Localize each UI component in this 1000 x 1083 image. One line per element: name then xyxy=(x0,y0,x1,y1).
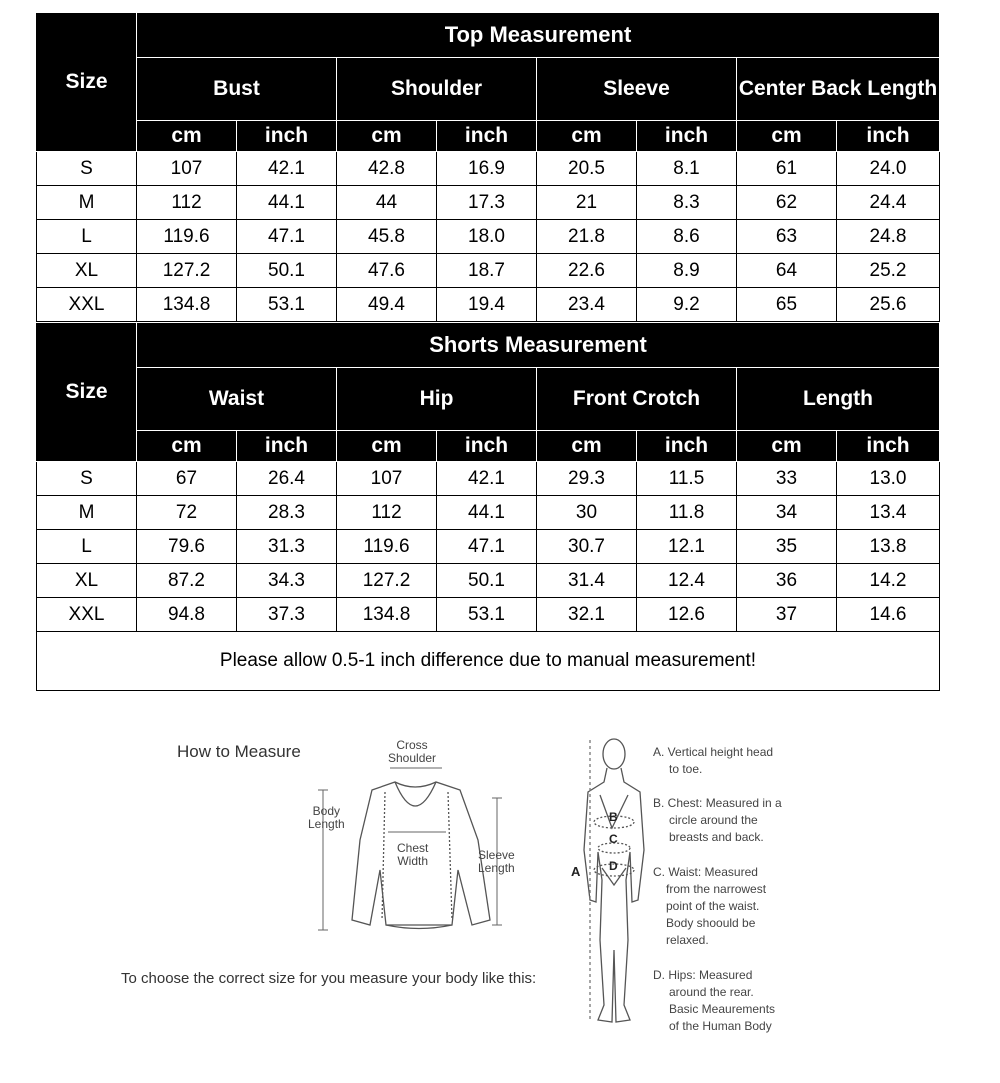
unit-cm: cm xyxy=(537,431,637,462)
unit-cm: cm xyxy=(737,121,837,152)
unit-inch: inch xyxy=(837,431,940,462)
unit-inch: inch xyxy=(437,431,537,462)
value-cell: 30.7 xyxy=(537,530,637,564)
value-cell: 42.1 xyxy=(237,152,337,186)
value-cell: 112 xyxy=(137,186,237,220)
value-cell: 8.9 xyxy=(637,254,737,288)
table-row xyxy=(37,564,940,598)
value-cell: 12.4 xyxy=(637,564,737,598)
body-length-label: Body Length xyxy=(308,804,345,831)
size-cell: XXL xyxy=(37,288,137,322)
value-cell: 8.1 xyxy=(637,152,737,186)
value-cell: 119.6 xyxy=(337,530,437,564)
size-cell: XL xyxy=(37,254,137,288)
unit-inch: inch xyxy=(637,431,737,462)
value-cell: 21.8 xyxy=(537,220,637,254)
measurement-note: Please allow 0.5-1 inch difference due to manual measurement! xyxy=(37,632,940,691)
unit-cm: cm xyxy=(137,431,237,462)
unit-cm: cm xyxy=(737,431,837,462)
group-header-length: Length xyxy=(737,368,940,431)
marker-a: A xyxy=(571,864,581,879)
value-cell: 64 xyxy=(737,254,837,288)
marker-b: B xyxy=(609,810,618,824)
table-row xyxy=(37,530,940,564)
value-cell: 12.6 xyxy=(637,598,737,632)
value-cell: 35 xyxy=(737,530,837,564)
body-figure-icon xyxy=(584,739,644,1022)
value-cell: 8.3 xyxy=(637,186,737,220)
value-cell: 42.8 xyxy=(337,152,437,186)
unit-inch: inch xyxy=(837,121,940,152)
value-cell: 87.2 xyxy=(137,564,237,598)
value-cell: 47.6 xyxy=(337,254,437,288)
chest-width-label: Chest Width xyxy=(397,841,429,868)
table-row xyxy=(37,220,940,254)
value-cell: 20.5 xyxy=(537,152,637,186)
value-cell: 13.4 xyxy=(837,496,940,530)
unit-inch: inch xyxy=(237,431,337,462)
unit-cm: cm xyxy=(337,431,437,462)
legend-d: D. Hips: Measured around the rear. Basic Meaurements of the Human Body xyxy=(653,968,776,1033)
value-cell: 16.9 xyxy=(437,152,537,186)
value-cell: 112 xyxy=(337,496,437,530)
measure-guide xyxy=(0,720,1000,1083)
value-cell: 53.1 xyxy=(237,288,337,322)
size-cell: M xyxy=(37,496,137,530)
value-cell: 134.8 xyxy=(337,598,437,632)
group-header-sleeve: Sleeve xyxy=(537,58,737,121)
group-header-hip: Hip xyxy=(337,368,537,431)
value-cell: 37 xyxy=(737,598,837,632)
size-cell: L xyxy=(37,530,137,564)
value-cell: 47.1 xyxy=(237,220,337,254)
value-cell: 18.0 xyxy=(437,220,537,254)
value-cell: 11.8 xyxy=(637,496,737,530)
value-cell: 31.4 xyxy=(537,564,637,598)
value-cell: 17.3 xyxy=(437,186,537,220)
group-header-front-crotch: Front Crotch xyxy=(537,368,737,431)
group-header-center-back-length: Center Back Length xyxy=(737,58,940,121)
table-row xyxy=(37,288,940,322)
value-cell: 79.6 xyxy=(137,530,237,564)
value-cell: 33 xyxy=(737,462,837,496)
table-row xyxy=(37,598,940,632)
value-cell: 29.3 xyxy=(537,462,637,496)
unit-cm: cm xyxy=(537,121,637,152)
value-cell: 34 xyxy=(737,496,837,530)
value-cell: 107 xyxy=(137,152,237,186)
garment-diagram xyxy=(0,720,1000,1083)
unit-inch: inch xyxy=(237,121,337,152)
value-cell: 14.2 xyxy=(837,564,940,598)
value-cell: 50.1 xyxy=(437,564,537,598)
unit-cm: cm xyxy=(337,121,437,152)
size-chart xyxy=(36,12,939,691)
value-cell: 23.4 xyxy=(537,288,637,322)
top-measurement-table xyxy=(36,12,940,322)
value-cell: 119.6 xyxy=(137,220,237,254)
value-cell: 63 xyxy=(737,220,837,254)
unit-inch: inch xyxy=(637,121,737,152)
group-header-bust: Bust xyxy=(137,58,337,121)
size-header: Size xyxy=(37,323,137,462)
value-cell: 18.7 xyxy=(437,254,537,288)
size-cell: S xyxy=(37,152,137,186)
value-cell: 9.2 xyxy=(637,288,737,322)
value-cell: 65 xyxy=(737,288,837,322)
size-cell: M xyxy=(37,186,137,220)
group-header-shoulder: Shoulder xyxy=(337,58,537,121)
unit-cm: cm xyxy=(137,121,237,152)
value-cell: 107 xyxy=(337,462,437,496)
value-cell: 26.4 xyxy=(237,462,337,496)
value-cell: 44.1 xyxy=(237,186,337,220)
value-cell: 45.8 xyxy=(337,220,437,254)
choose-size-text: To choose the correct size for you measure your body like this: xyxy=(121,970,537,987)
value-cell: 19.4 xyxy=(437,288,537,322)
value-cell: 47.1 xyxy=(437,530,537,564)
marker-c: C xyxy=(609,832,618,846)
value-cell: 24.8 xyxy=(837,220,940,254)
value-cell: 8.6 xyxy=(637,220,737,254)
how-to-measure-title: How to Measure xyxy=(177,742,301,761)
value-cell: 44 xyxy=(337,186,437,220)
size-cell: XL xyxy=(37,564,137,598)
value-cell: 134.8 xyxy=(137,288,237,322)
value-cell: 53.1 xyxy=(437,598,537,632)
value-cell: 94.8 xyxy=(137,598,237,632)
value-cell: 32.1 xyxy=(537,598,637,632)
table-title: Top Measurement xyxy=(137,13,940,58)
value-cell: 14.6 xyxy=(837,598,940,632)
value-cell: 13.8 xyxy=(837,530,940,564)
value-cell: 24.0 xyxy=(837,152,940,186)
table-row xyxy=(37,462,940,496)
value-cell: 22.6 xyxy=(537,254,637,288)
value-cell: 11.5 xyxy=(637,462,737,496)
value-cell: 13.0 xyxy=(837,462,940,496)
table-row xyxy=(37,152,940,186)
legend-a: A. Vertical height head to toe. xyxy=(653,745,774,776)
value-cell: 24.4 xyxy=(837,186,940,220)
shorts-measurement-table xyxy=(36,322,940,691)
legend-b: B. Chest: Measured in a circle around the breasts and back. xyxy=(653,796,782,844)
table-row xyxy=(37,254,940,288)
value-cell: 61 xyxy=(737,152,837,186)
value-cell: 21 xyxy=(537,186,637,220)
sleeve-length-label: Sleeve Length xyxy=(478,848,515,875)
legend-c: C. Waist: Measured from the narrowest point of the waist. Body shoould be relaxed. xyxy=(653,865,767,947)
value-cell: 72 xyxy=(137,496,237,530)
size-cell: L xyxy=(37,220,137,254)
size-cell: S xyxy=(37,462,137,496)
value-cell: 36 xyxy=(737,564,837,598)
value-cell: 42.1 xyxy=(437,462,537,496)
value-cell: 50.1 xyxy=(237,254,337,288)
group-header-waist: Waist xyxy=(137,368,337,431)
value-cell: 25.2 xyxy=(837,254,940,288)
table-title: Shorts Measurement xyxy=(137,323,940,368)
marker-d: D xyxy=(609,859,618,873)
value-cell: 62 xyxy=(737,186,837,220)
value-cell: 31.3 xyxy=(237,530,337,564)
cross-shoulder-label: Cross Shoulder xyxy=(388,738,437,765)
value-cell: 37.3 xyxy=(237,598,337,632)
value-cell: 44.1 xyxy=(437,496,537,530)
size-cell: XXL xyxy=(37,598,137,632)
value-cell: 25.6 xyxy=(837,288,940,322)
value-cell: 28.3 xyxy=(237,496,337,530)
value-cell: 67 xyxy=(137,462,237,496)
value-cell: 49.4 xyxy=(337,288,437,322)
value-cell: 127.2 xyxy=(137,254,237,288)
table-row xyxy=(37,186,940,220)
unit-inch: inch xyxy=(437,121,537,152)
table-row xyxy=(37,496,940,530)
value-cell: 127.2 xyxy=(337,564,437,598)
size-header: Size xyxy=(37,13,137,152)
value-cell: 34.3 xyxy=(237,564,337,598)
value-cell: 30 xyxy=(537,496,637,530)
value-cell: 12.1 xyxy=(637,530,737,564)
